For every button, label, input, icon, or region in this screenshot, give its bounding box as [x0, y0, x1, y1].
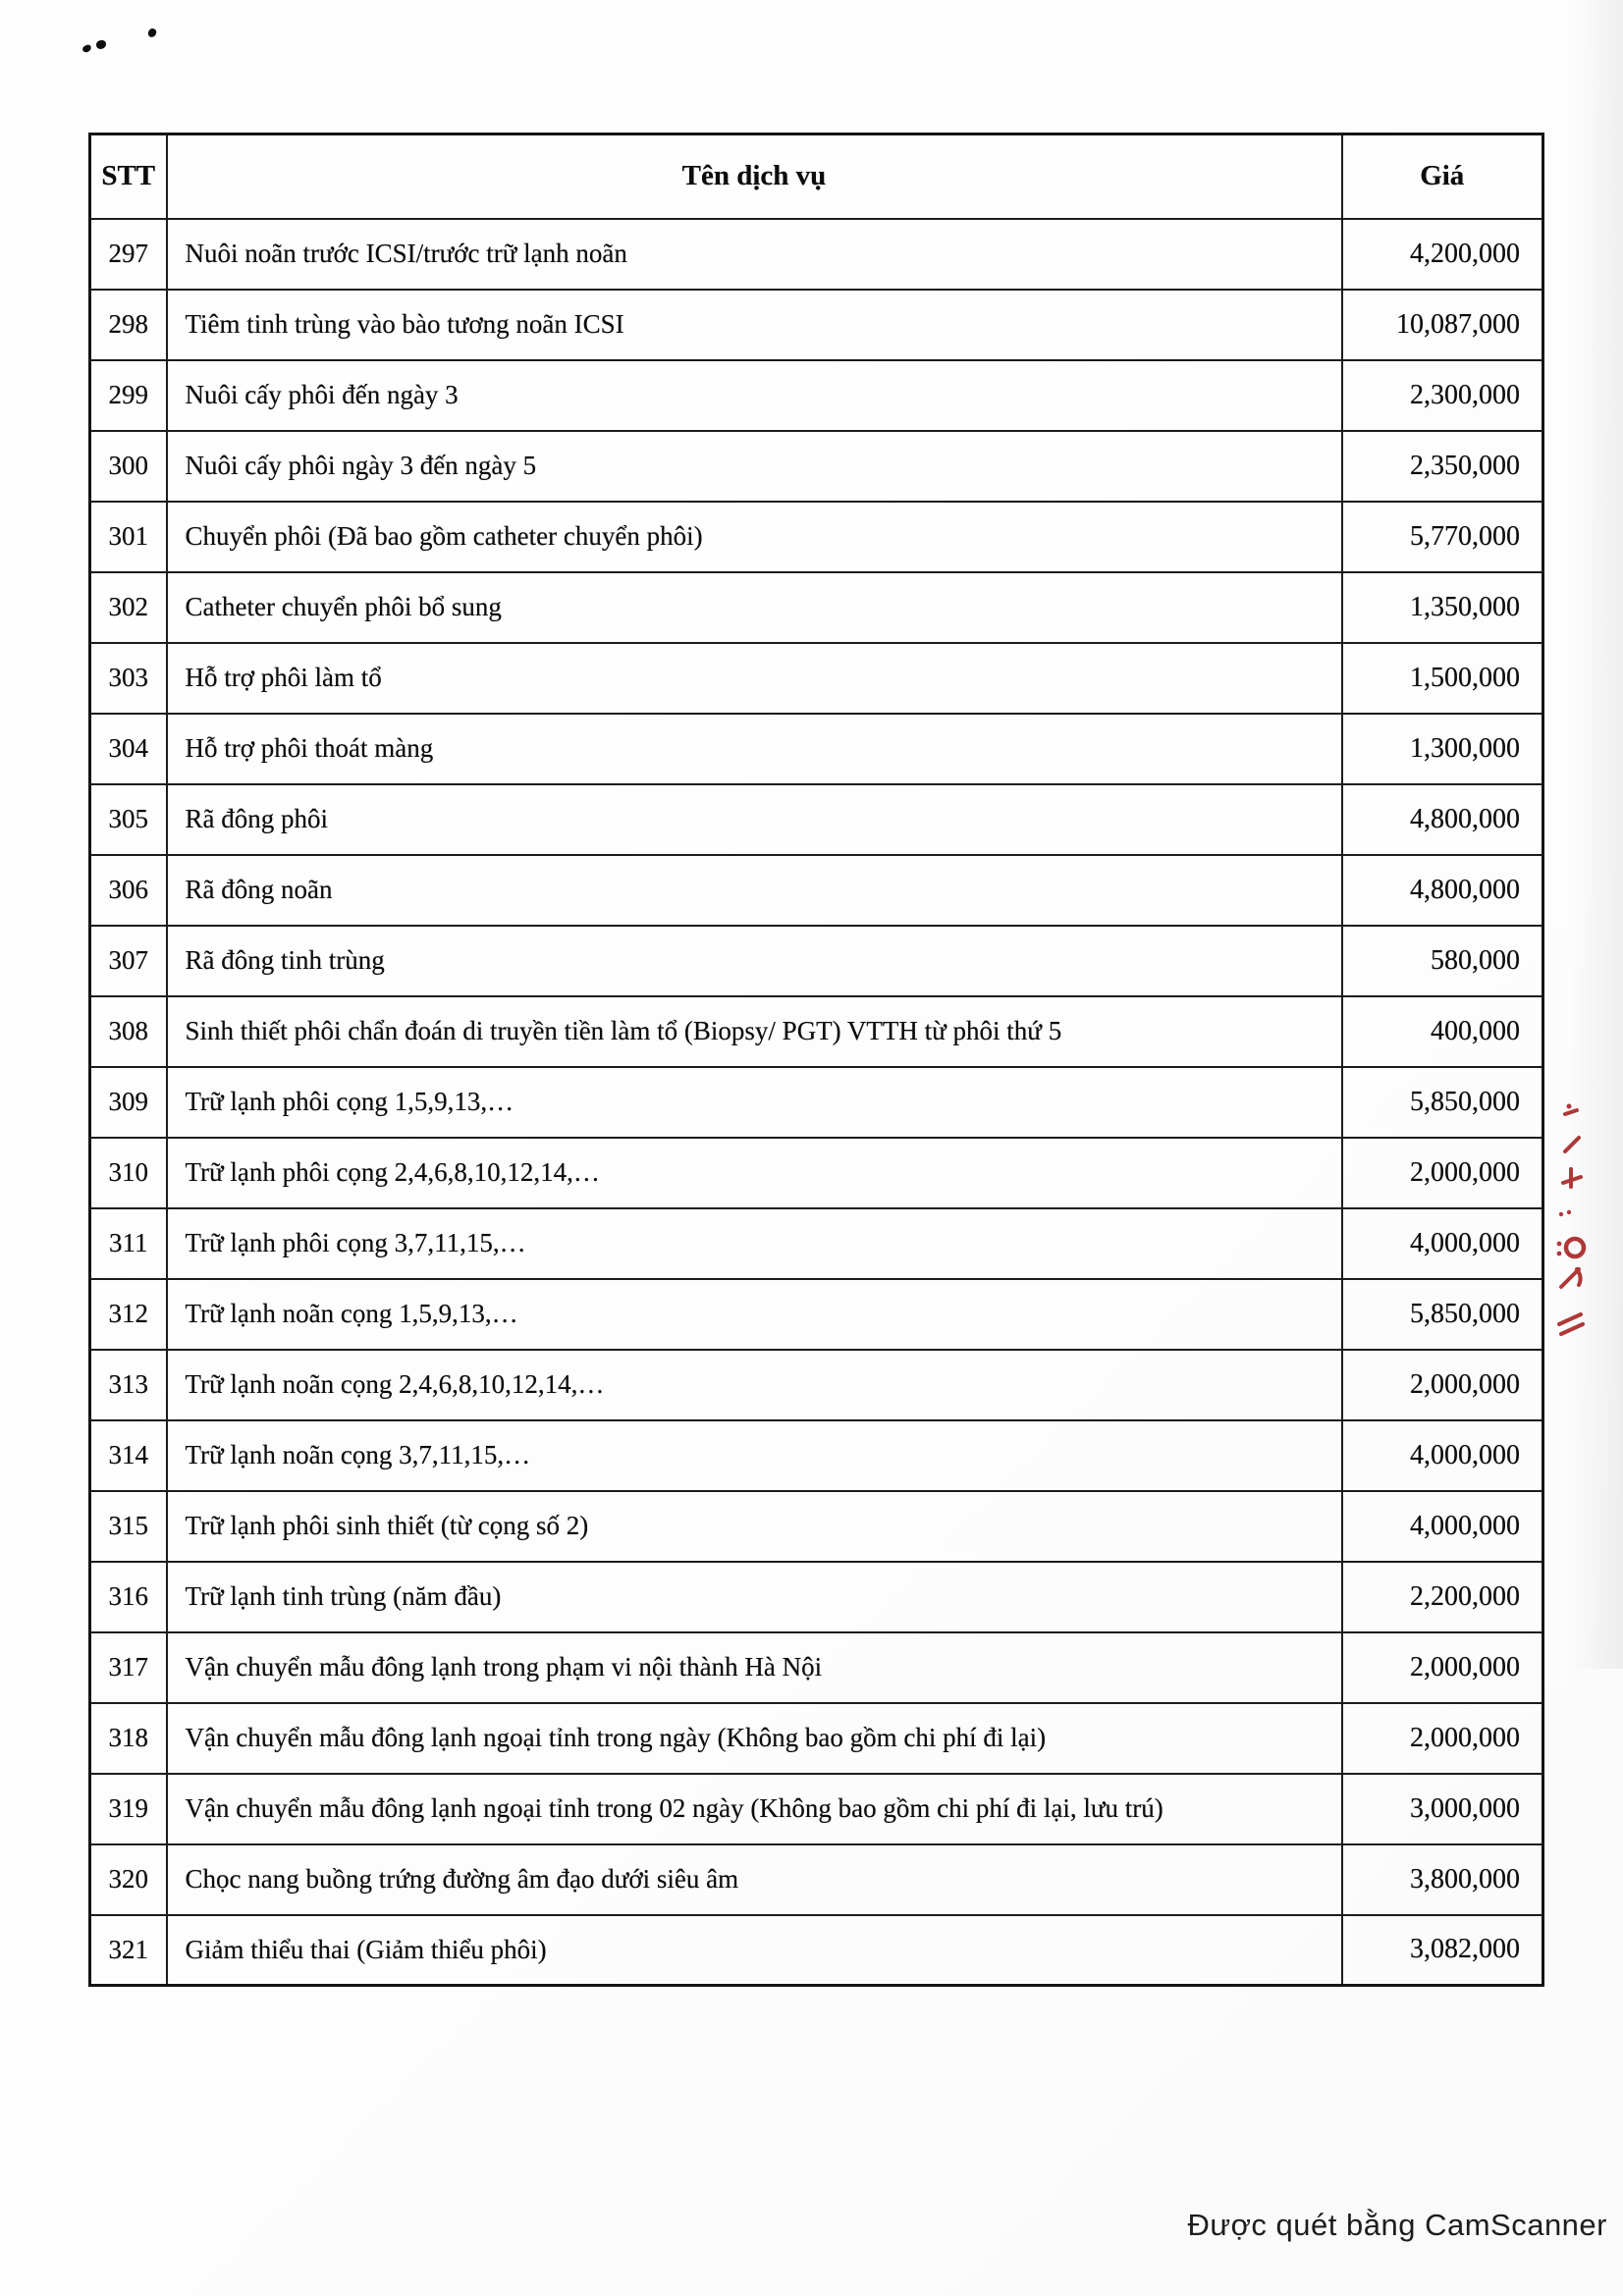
row-service-name: Catheter chuyển phôi bổ sung — [167, 572, 1342, 643]
row-stt: 311 — [90, 1208, 167, 1279]
row-price: 3,800,000 — [1342, 1844, 1543, 1915]
table-row — [90, 572, 1543, 643]
row-stt: 297 — [90, 219, 167, 290]
row-service-name: Nuôi noãn trước ICSI/trước trữ lạnh noãn — [167, 219, 1342, 290]
row-price: 4,800,000 — [1342, 855, 1543, 926]
row-price: 4,200,000 — [1342, 219, 1543, 290]
column-header-stt: STT — [90, 134, 167, 219]
column-header-service: Tên dịch vụ — [167, 134, 1342, 219]
row-service-name: Nuôi cấy phôi đến ngày 3 — [167, 360, 1342, 431]
table-row — [90, 431, 1543, 502]
row-stt: 318 — [90, 1703, 167, 1774]
header-row — [90, 134, 1543, 219]
row-price: 5,850,000 — [1342, 1279, 1543, 1350]
row-service-name: Tiêm tinh trùng vào bào tương noãn ICSI — [167, 290, 1342, 360]
row-price: 580,000 — [1342, 926, 1543, 996]
row-service-name: Trữ lạnh noãn cọng 2,4,6,8,10,12,14,… — [167, 1350, 1342, 1420]
table-row — [90, 1844, 1543, 1915]
table-row — [90, 1774, 1543, 1844]
row-stt: 298 — [90, 290, 167, 360]
row-service-name: Giảm thiểu thai (Giảm thiểu phôi) — [167, 1915, 1342, 1986]
row-stt: 315 — [90, 1491, 167, 1562]
row-price: 4,800,000 — [1342, 784, 1543, 855]
table-row — [90, 290, 1543, 360]
row-price: 400,000 — [1342, 996, 1543, 1067]
table-row — [90, 714, 1543, 784]
row-service-name: Vận chuyển mẫu đông lạnh ngoại tỉnh trong 02 ngày (Không bao gồm chi phí đi lại, lưu trú) — [167, 1774, 1342, 1844]
row-price: 2,200,000 — [1342, 1562, 1543, 1632]
row-service-name: Hỗ trợ phôi thoát màng — [167, 714, 1342, 784]
row-stt: 316 — [90, 1562, 167, 1632]
ink-dot — [81, 44, 92, 54]
row-price: 2,300,000 — [1342, 360, 1543, 431]
price-table-body — [90, 219, 1543, 1986]
table-row — [90, 1350, 1543, 1420]
row-price: 3,082,000 — [1342, 1915, 1543, 1986]
row-stt: 307 — [90, 926, 167, 996]
row-stt: 310 — [90, 1138, 167, 1208]
row-stt: 305 — [90, 784, 167, 855]
row-service-name: Vận chuyển mẫu đông lạnh ngoại tỉnh trong ngày (Không bao gồm chi phí đi lại) — [167, 1703, 1342, 1774]
row-price: 2,000,000 — [1342, 1138, 1543, 1208]
row-service-name: Trữ lạnh phôi cọng 3,7,11,15,… — [167, 1208, 1342, 1279]
camscanner-watermark: Được quét bằng CamScanner — [1187, 2208, 1607, 2242]
row-price: 3,000,000 — [1342, 1774, 1543, 1844]
row-service-name: Rã đông noãn — [167, 855, 1342, 926]
row-stt: 304 — [90, 714, 167, 784]
row-price: 4,000,000 — [1342, 1420, 1543, 1491]
row-stt: 320 — [90, 1844, 167, 1915]
row-stt: 303 — [90, 643, 167, 714]
ink-dot — [147, 27, 157, 38]
table-row — [90, 360, 1543, 431]
table-row — [90, 1420, 1543, 1491]
row-stt: 317 — [90, 1632, 167, 1703]
row-price: 2,000,000 — [1342, 1350, 1543, 1420]
table-row — [90, 855, 1543, 926]
row-service-name: Trữ lạnh phôi sinh thiết (từ cọng số 2) — [167, 1491, 1342, 1562]
row-stt: 299 — [90, 360, 167, 431]
table-row — [90, 784, 1543, 855]
table-row — [90, 643, 1543, 714]
row-stt: 313 — [90, 1350, 167, 1420]
table-row — [90, 1703, 1543, 1774]
row-price: 2,350,000 — [1342, 431, 1543, 502]
table-row — [90, 1915, 1543, 1986]
row-price: 5,850,000 — [1342, 1067, 1543, 1138]
row-stt: 302 — [90, 572, 167, 643]
row-stt: 321 — [90, 1915, 167, 1986]
ink-dot — [96, 40, 106, 49]
table-row — [90, 219, 1543, 290]
row-stt: 301 — [90, 502, 167, 572]
row-service-name: Trữ lạnh noãn cọng 3,7,11,15,… — [167, 1420, 1342, 1491]
table-row — [90, 996, 1543, 1067]
row-service-name: Rã đông tinh trùng — [167, 926, 1342, 996]
table-row — [90, 1491, 1543, 1562]
row-price: 1,500,000 — [1342, 643, 1543, 714]
row-stt: 308 — [90, 996, 167, 1067]
scan-edge-shadow — [1566, 0, 1623, 1669]
table-row — [90, 1562, 1543, 1632]
row-stt: 309 — [90, 1067, 167, 1138]
row-price: 1,300,000 — [1342, 714, 1543, 784]
row-price: 10,087,000 — [1342, 290, 1543, 360]
table-row — [90, 1067, 1543, 1138]
row-stt: 312 — [90, 1279, 167, 1350]
price-table-header — [90, 134, 1543, 219]
row-service-name: Trữ lạnh phôi cọng 2,4,6,8,10,12,14,… — [167, 1138, 1342, 1208]
column-header-price: Giá — [1342, 134, 1543, 219]
row-stt: 319 — [90, 1774, 167, 1844]
row-price: 4,000,000 — [1342, 1208, 1543, 1279]
table-row — [90, 1138, 1543, 1208]
row-service-name: Sinh thiết phôi chẩn đoán di truyền tiền làm tổ (Biopsy/ PGT) VTTH từ phôi thứ 5 — [167, 996, 1342, 1067]
row-price: 2,000,000 — [1342, 1632, 1543, 1703]
row-price: 4,000,000 — [1342, 1491, 1543, 1562]
row-service-name: Rã đông phôi — [167, 784, 1342, 855]
table-row — [90, 1632, 1543, 1703]
row-stt: 306 — [90, 855, 167, 926]
table-row — [90, 1279, 1543, 1350]
row-service-name: Chuyển phôi (Đã bao gồm catheter chuyển phôi) — [167, 502, 1342, 572]
table-row — [90, 1208, 1543, 1279]
row-price: 1,350,000 — [1342, 572, 1543, 643]
row-service-name: Hỗ trợ phôi làm tổ — [167, 643, 1342, 714]
row-service-name: Chọc nang buồng trứng đường âm đạo dưới siêu âm — [167, 1844, 1342, 1915]
row-stt: 314 — [90, 1420, 167, 1491]
row-stt: 300 — [90, 431, 167, 502]
row-service-name: Nuôi cấy phôi ngày 3 đến ngày 5 — [167, 431, 1342, 502]
table-row — [90, 502, 1543, 572]
price-table — [88, 133, 1544, 1987]
row-service-name: Trữ lạnh tinh trùng (năm đầu) — [167, 1562, 1342, 1632]
row-service-name: Vận chuyển mẫu đông lạnh trong phạm vi nội thành Hà Nội — [167, 1632, 1342, 1703]
row-service-name: Trữ lạnh phôi cọng 1,5,9,13,… — [167, 1067, 1342, 1138]
row-price: 2,000,000 — [1342, 1703, 1543, 1774]
table-row — [90, 926, 1543, 996]
row-price: 5,770,000 — [1342, 502, 1543, 572]
row-service-name: Trữ lạnh noãn cọng 1,5,9,13,… — [167, 1279, 1342, 1350]
